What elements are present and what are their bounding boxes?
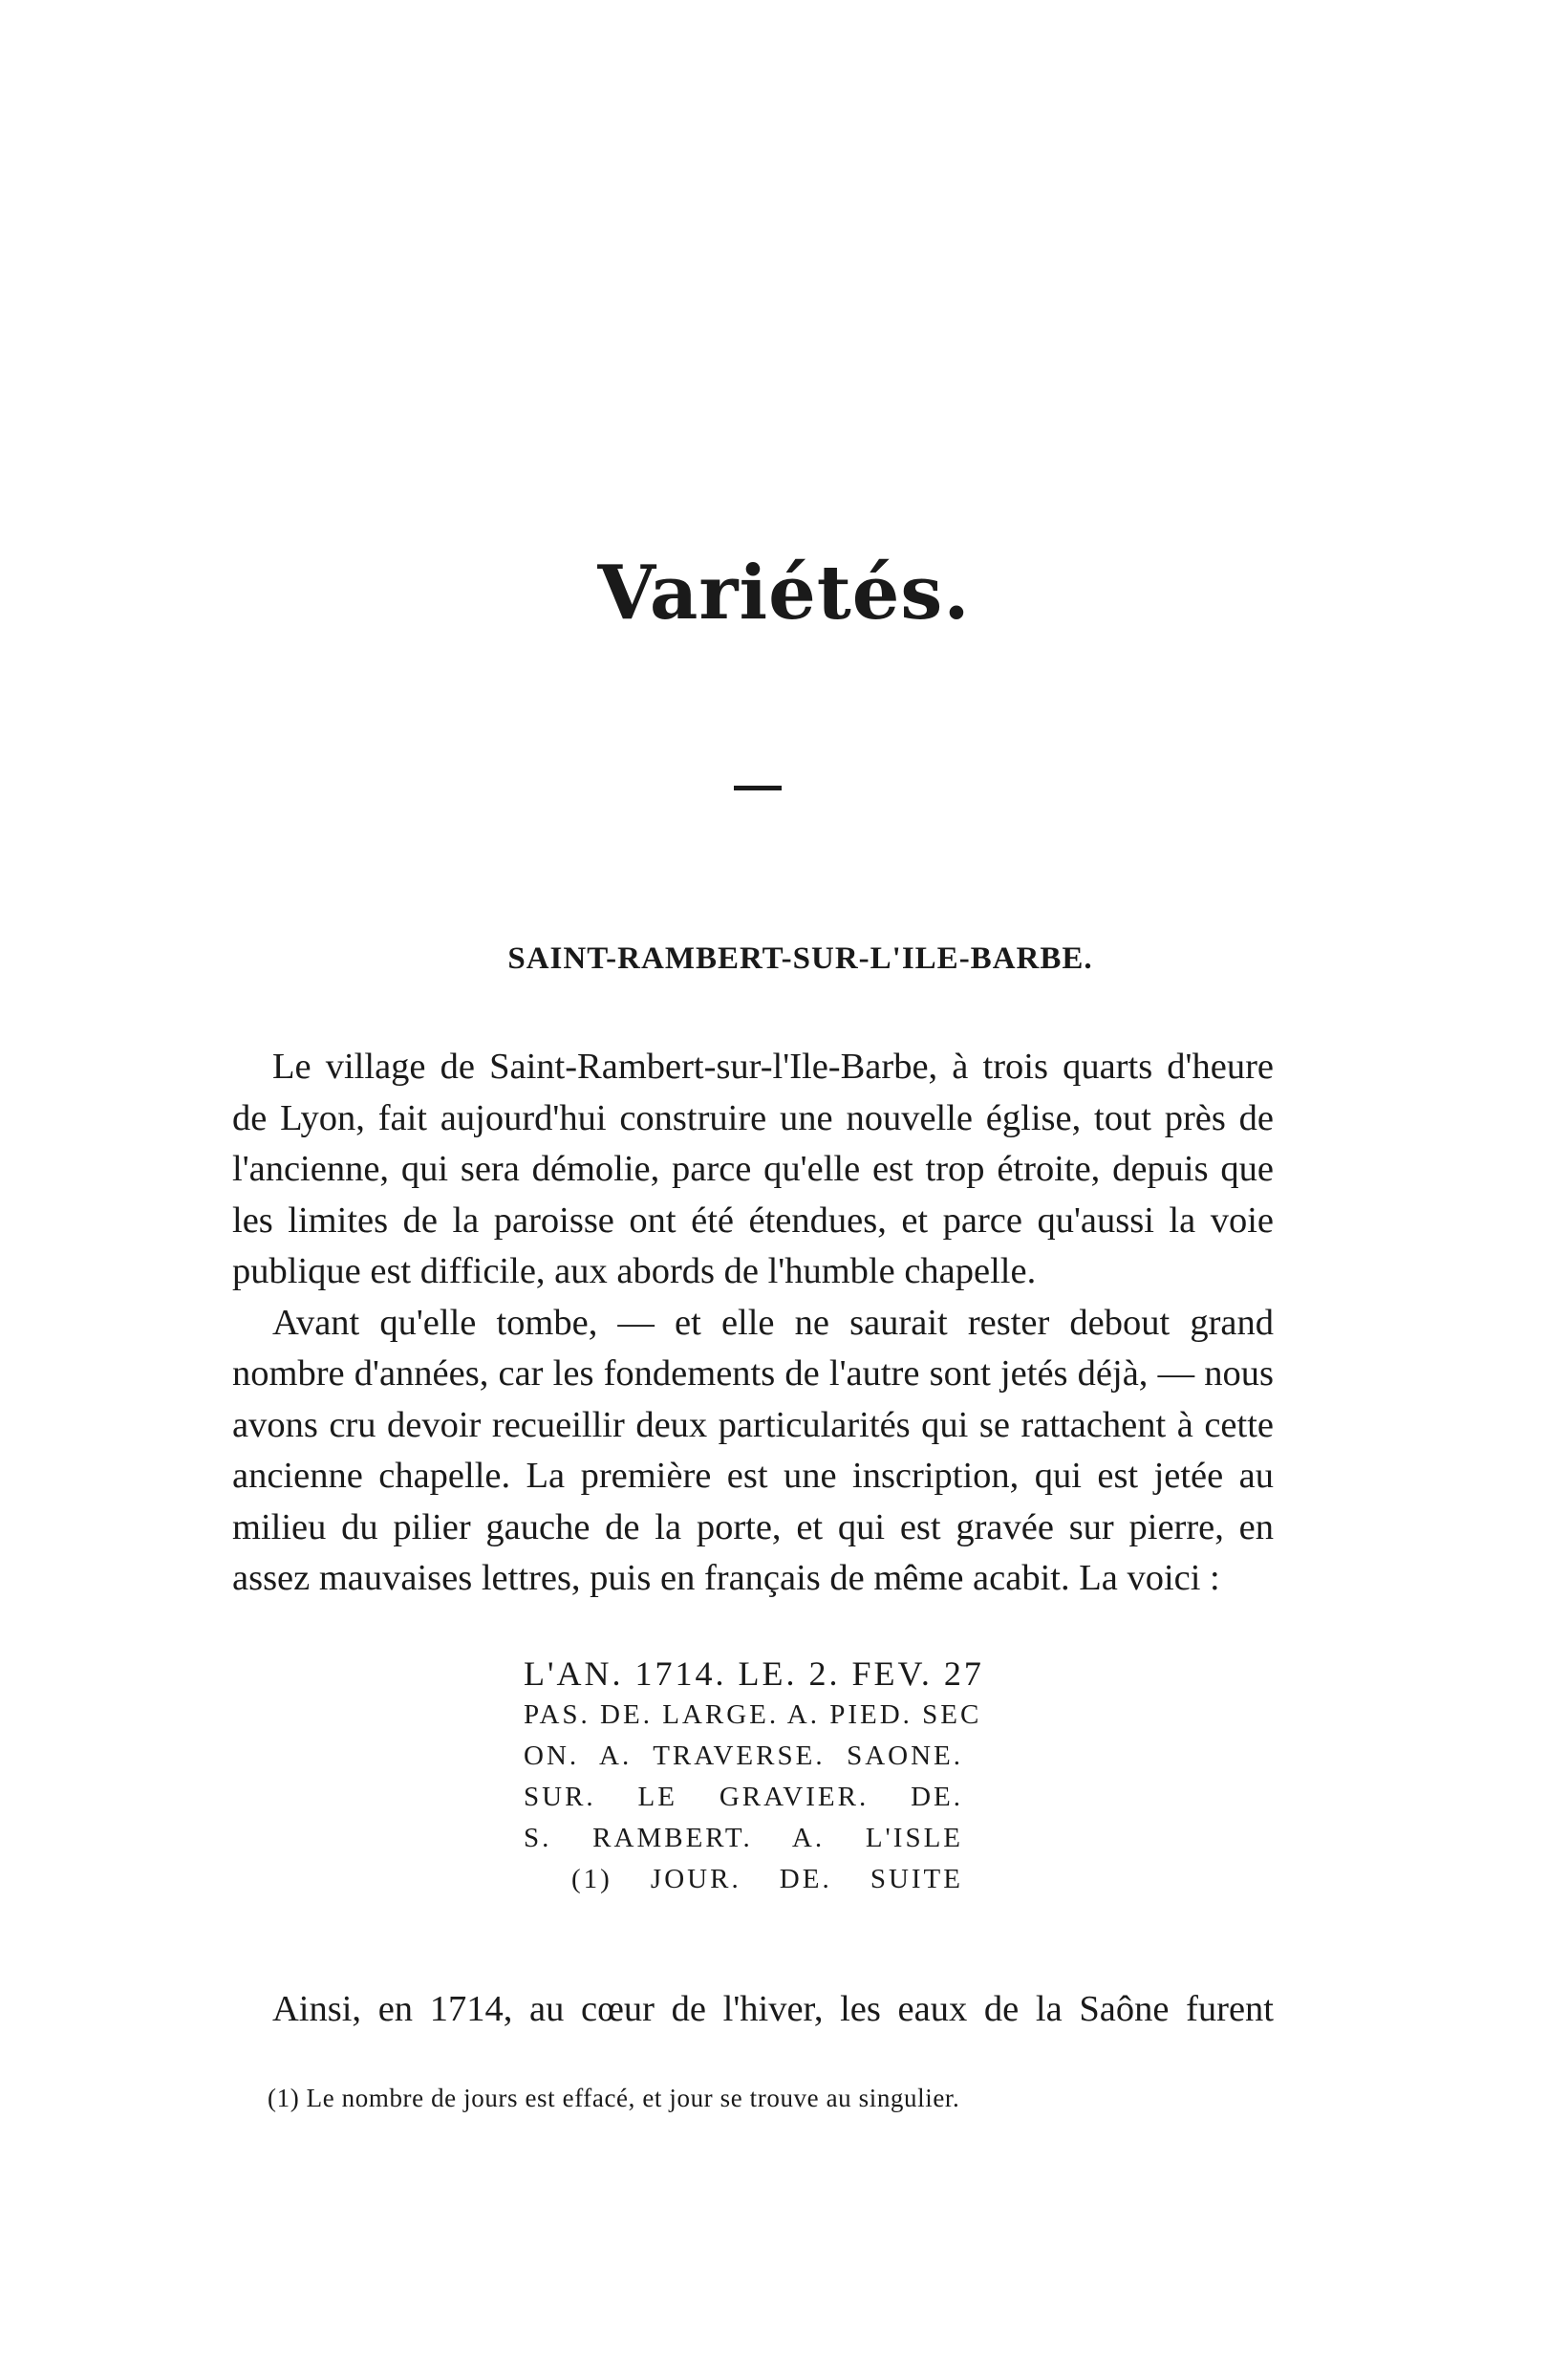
footnote: (1) Le nombre de jours est effacé, et jour se trouve au singulier. [268,2084,960,2112]
inscription-line: S. RAMBERT. A. L'ISLE [524,1823,963,1853]
decorative-rule [734,786,782,790]
inscription-line: SUR. LE GRAVIER. DE. [524,1782,963,1812]
inscription-line: PAS. DE. LARGE. A. PIED. SEC [524,1699,982,1730]
inscription-line: ON. A. TRAVERSE. SAONE. [524,1740,963,1771]
article-title: SAINT-RAMBERT-SUR-L'ILE-BARBE. [507,941,1093,976]
section-heading: Variétés. [597,550,971,637]
inscription-line: L'AN. 1714. LE. 2. FEV. 27 [524,1654,984,1693]
inscription [524,1654,984,1900]
continuation-line: Ainsi, en 1714, au cœur de l'hiver, les eaux de la Saône furent [272,1989,1274,2029]
inscription-line: (1) JOUR. DE. SUITE [571,1864,963,1894]
article-body [232,1042,1274,1605]
paragraph: Avant qu'elle tombe, — et elle ne saurait rester debout grand nombre d'années, car les fondements de l'autre sont jetés déjà, — nous avons cru devoir recueillir deux particularités qui se rattachent à cette ancienne chapelle. La première est une inscription, qui est jetée au milieu du pilier gauche de la porte, et qui est gravée sur pierre, en assez mauvaises lettres, puis en français de même acabit. La voici : [232,1302,1274,1598]
paragraph: Le village de Saint-Rambert-sur-l'Ile-Barbe, à trois quarts d'heure de Lyon, fait aujourd'hui construire une nouvelle église, tout près de l'ancienne, qui sera démolie, parce qu'elle est trop étroite, depuis que les limites de la paroisse ont été étendues, et parce qu'aussi la voie publique est difficile, aux abords de l'humble chapelle. [232,1047,1274,1291]
